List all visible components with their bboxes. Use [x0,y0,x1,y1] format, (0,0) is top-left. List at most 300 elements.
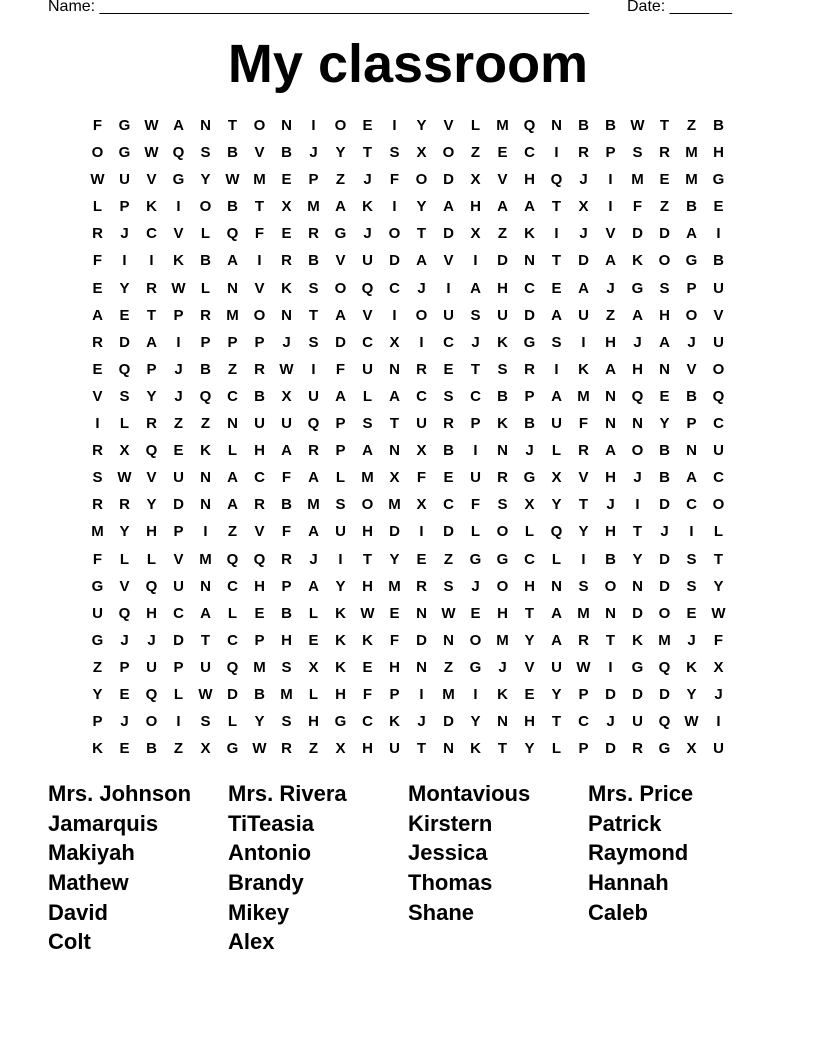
grid-letter: B [524,415,535,433]
grid-letter: H [605,333,616,351]
word-list-item: Montavious [408,781,531,806]
grid-letter: K [632,631,643,649]
grid-letter: Q [550,523,563,541]
grid-letter: Q [172,144,185,162]
grid-letter: L [146,550,157,568]
grid-letter: V [254,279,265,297]
grid-letter: D [443,171,454,189]
grid-letter: Z [659,198,670,216]
word-list-item: Raymond [588,840,689,866]
grid-letter: P [119,658,130,676]
grid-letter: J [660,523,669,541]
grid-letter: E [362,117,373,134]
grid-letter: O [415,306,428,324]
grid-letter: U [200,658,211,676]
grid-letter: J [525,442,534,460]
grid-letter: K [470,740,481,758]
header-line [48,0,748,20]
grid-letter: L [362,387,373,405]
grid-letter: W [117,469,132,487]
grid-letter: U [335,523,346,541]
grid-letter: R [92,442,103,460]
grid-letter: J [417,713,426,731]
grid-letter: Z [308,740,319,758]
grid-letter: R [281,550,292,568]
grid-letter: F [389,171,400,189]
grid-letter: N [524,252,535,270]
grid-letter: C [362,713,373,731]
grid-letter: R [578,144,589,162]
grid-letter: E [389,604,400,622]
grid-letter: X [335,740,346,758]
grid-letter: R [281,252,292,270]
grid-letter: J [174,360,183,378]
grid-letter: O [145,713,158,731]
grid-letter: T [308,306,319,324]
grid-letter: N [389,442,400,460]
grid-letter: Z [227,523,238,541]
word-list-item: Shane [408,899,475,925]
grid-letter: P [173,523,184,541]
grid-letter: D [443,523,454,541]
grid-letter: D [443,713,454,731]
grid-letter: C [227,631,238,649]
grid-letter: M [631,171,644,189]
grid-letter: B [200,360,211,378]
grid-letter: A [173,117,184,134]
grid-letter: V [119,577,130,595]
grid-letter: W [576,658,591,676]
grid-letter: X [713,658,724,676]
grid-letter: O [415,171,428,189]
grid-letter: O [712,360,725,378]
grid-letter: S [200,713,211,731]
grid-letter: P [254,333,265,351]
grid-letter: K [92,740,103,758]
grid-letter: P [92,713,103,731]
grid-letter: Y [146,496,157,514]
word-list [48,779,768,957]
grid-letter: R [578,631,589,649]
grid-letter: W [279,360,294,378]
grid-letter: E [281,171,292,189]
grid-letter: D [632,225,643,243]
grid-letter: Q [226,550,239,568]
grid-letter: I [635,496,640,514]
grid-letter: W [360,604,375,622]
grid-letter: Q [712,387,725,405]
grid-letter: I [311,360,316,378]
grid-letter: A [632,306,643,324]
grid-letter: B [281,144,292,162]
grid-letter: I [392,306,397,324]
grid-letter: L [551,740,562,758]
grid-letter: W [630,117,645,134]
grid-letter: C [254,469,265,487]
grid-letter: G [469,550,482,568]
grid-letter: E [119,306,130,324]
grid-letter: T [416,225,427,243]
grid-letter: T [551,713,562,731]
grid-letter: G [523,333,536,351]
grid-letter: C [686,496,697,514]
grid-letter: M [253,171,266,189]
grid-letter: C [713,469,724,487]
grid-letter: I [95,415,100,433]
grid-letter: H [524,171,535,189]
grid-letter: Q [550,171,563,189]
grid-letter: I [446,279,451,297]
grid-letter: P [470,415,481,433]
grid-letter: V [524,658,535,676]
grid-letter: K [362,198,373,216]
word-list-item: Mikey [228,899,290,925]
grid-letter: R [659,144,670,162]
grid-letter: B [605,550,616,568]
grid-letter: S [308,279,319,297]
grid-letter: M [496,631,509,649]
grid-letter: J [579,225,588,243]
grid-letter: S [443,577,454,595]
grid-letter: E [551,279,562,297]
grid-letter: U [551,658,562,676]
grid-letter: Y [524,740,535,758]
grid-letter: U [362,360,373,378]
grid-letter: U [578,306,589,324]
grid-letter: A [605,442,616,460]
grid-letter: I [554,144,559,162]
grid-letter: J [174,387,183,405]
grid-letter: S [362,415,373,433]
grid-letter: B [578,117,589,134]
grid-letter: E [524,685,535,703]
grid-letter: B [254,685,265,703]
grid-letter: C [389,279,400,297]
grid-letter: X [389,333,400,351]
grid-letter: H [389,658,400,676]
grid-letter: C [362,333,373,351]
grid-letter: F [281,469,292,487]
grid-letter: C [713,415,724,433]
grid-letter: V [686,360,697,378]
grid-letter: N [200,496,211,514]
grid-letter: Y [335,577,346,595]
grid-letter: U [713,740,724,758]
grid-letter: N [605,415,616,433]
grid-letter: N [632,577,643,595]
grid-letter: A [227,252,238,270]
word-list-item: Thomas [408,870,493,896]
grid-letter: B [686,198,697,216]
grid-letter: N [227,415,238,433]
grid-letter: J [471,577,480,595]
grid-letter: N [686,442,697,460]
grid-letter: M [496,117,509,134]
grid-letter: Z [335,171,346,189]
grid-letter: M [307,198,320,216]
grid-letter: R [254,496,265,514]
grid-letter: I [257,252,262,270]
grid-letter: M [577,387,590,405]
word-list-item: Patrick [588,810,662,836]
grid-letter: K [497,333,508,351]
grid-letter: B [443,442,454,460]
grid-letter: V [362,306,373,324]
grid-letter: Q [118,360,131,378]
grid-letter: I [581,550,586,568]
grid-letter: R [92,496,103,514]
grid-letter: A [308,469,319,487]
grid-letter: P [335,415,346,433]
grid-letter: N [497,713,508,731]
grid-letter: B [281,604,292,622]
grid-letter: N [443,740,454,758]
grid-letter: P [200,333,211,351]
grid-letter: D [659,577,670,595]
grid-letter: O [496,523,509,541]
grid-letter: V [443,117,454,134]
grid-letter: U [146,658,157,676]
grid-letter: R [146,279,157,297]
grid-letter: V [443,252,454,270]
grid-letter: H [146,523,157,541]
grid-letter: P [308,171,319,189]
grid-letter: I [608,198,613,216]
grid-letter: H [362,523,373,541]
grid-letter: G [226,740,239,758]
word-list-item: TiTeasia [228,810,315,836]
grid-letter: I [392,198,397,216]
grid-letter: N [200,577,211,595]
grid-letter: H [146,604,157,622]
grid-letter: X [470,225,481,243]
grid-letter: G [712,171,725,189]
grid-letter: T [551,252,562,270]
grid-letter: Y [524,631,535,649]
grid-letter: R [524,360,535,378]
grid-letter: B [227,144,238,162]
grid-letter: M [388,577,401,595]
grid-letter: K [146,198,157,216]
grid-letter: U [173,469,184,487]
grid-letter: E [497,144,508,162]
grid-letter: R [119,496,130,514]
grid-letter: I [473,252,478,270]
grid-letter: I [338,550,343,568]
grid-letter: E [659,171,670,189]
grid-letter: N [389,360,400,378]
grid-letter: Z [173,415,184,433]
grid-letter: J [471,333,480,351]
grid-letter: S [443,387,454,405]
grid-letter: A [416,252,427,270]
grid-letter: I [122,252,127,270]
grid-letter: E [362,658,373,676]
grid-letter: H [254,442,265,460]
grid-letter: I [581,333,586,351]
grid-letter: D [659,496,670,514]
grid-letter: M [388,496,401,514]
grid-letter: A [362,442,373,460]
grid-letter: T [578,496,589,514]
grid-letter: R [497,469,508,487]
grid-letter: K [632,252,643,270]
grid-letter: P [146,360,157,378]
grid-letter: B [200,252,211,270]
grid-letter: B [659,469,670,487]
grid-letter: S [389,144,400,162]
grid-letter: X [200,740,211,758]
grid-letter: I [176,713,181,731]
grid-letter: T [659,117,670,134]
grid-letter: Y [254,713,265,731]
grid-letter: O [604,577,617,595]
grid-letter: C [443,333,454,351]
grid-letter: K [281,279,292,297]
grid-letter: F [281,523,292,541]
grid-letter: W [441,604,456,622]
grid-letter: A [497,198,508,216]
grid-letter: F [416,469,427,487]
grid-letter: O [496,577,509,595]
word-list-item: Mrs. Rivera [228,781,347,806]
grid-letter: R [92,225,103,243]
grid-letter: D [389,252,400,270]
grid-letter: A [551,631,562,649]
grid-letter: P [524,387,535,405]
grid-letter: J [687,333,696,351]
grid-letter: S [686,577,697,595]
grid-letter: B [227,198,238,216]
grid-letter: X [308,658,319,676]
grid-letter: I [554,225,559,243]
grid-letter: T [605,631,616,649]
grid-letter: A [524,198,535,216]
grid-letter: J [120,631,129,649]
grid-letter: A [443,198,454,216]
grid-letter: G [469,658,482,676]
grid-letter: U [713,279,724,297]
grid-letter: Y [416,198,427,216]
grid-letter: N [227,279,238,297]
grid-letter: D [227,685,238,703]
grid-letter: D [659,550,670,568]
grid-letter: K [578,360,589,378]
grid-letter: O [253,306,266,324]
grid-letter: F [92,252,103,270]
grid-letter: K [335,631,346,649]
grid-letter: J [633,333,642,351]
grid-letter: L [119,550,130,568]
grid-letter: N [659,360,670,378]
grid-letter: C [173,604,184,622]
grid-letter: D [173,631,184,649]
grid-letter: N [281,117,292,134]
grid-letter: E [443,360,454,378]
grid-letter: D [578,252,589,270]
grid-letter: S [470,306,481,324]
grid-letter: U [254,415,265,433]
grid-letter: R [92,333,103,351]
grid-letter: H [497,279,508,297]
grid-letter: V [578,469,589,487]
grid-letter: H [281,631,292,649]
grid-letter: L [470,523,481,541]
grid-letter: A [578,279,589,297]
grid-letter: S [578,577,589,595]
grid-letter: T [470,360,481,378]
grid-letter: I [554,360,559,378]
grid-letter: V [146,469,157,487]
grid-letter: A [659,333,670,351]
grid-letter: D [173,496,184,514]
grid-letter: J [606,496,615,514]
grid-letter: P [335,442,346,460]
name-field: Name: _______________________________________________________ [48,0,589,15]
grid-letter: W [198,685,213,703]
grid-letter: U [281,415,292,433]
grid-letter: A [551,387,562,405]
grid-letter: G [523,469,536,487]
grid-letter: I [473,685,478,703]
grid-letter: P [605,144,616,162]
grid-letter: O [712,496,725,514]
grid-letter: X [281,387,292,405]
grid-letter: F [632,198,643,216]
grid-letter: M [442,685,455,703]
grid-letter: X [470,171,481,189]
grid-letter: G [496,550,509,568]
grid-letter: X [551,469,562,487]
grid-letter: C [470,387,481,405]
grid-letter: H [659,306,670,324]
grid-letter: B [146,740,157,758]
grid-letter: G [172,171,185,189]
grid-letter: E [416,550,427,568]
grid-letter: H [632,360,643,378]
grid-letter: V [497,171,508,189]
grid-letter: S [281,713,292,731]
grid-letter: E [254,604,265,622]
grid-letter: S [200,144,211,162]
grid-letter: M [226,306,239,324]
grid-letter: C [578,713,589,731]
grid-letter: H [605,469,616,487]
grid-letter: D [416,631,427,649]
grid-letter: W [144,144,159,162]
grid-letter: A [308,523,319,541]
grid-letter: C [524,279,535,297]
letter-grid [84,112,732,762]
grid-letter: I [419,523,424,541]
grid-letter: O [442,144,455,162]
grid-letter: X [524,496,535,514]
grid-letter: N [605,604,616,622]
grid-letter: M [91,523,104,541]
grid-letter: G [334,225,347,243]
grid-letter: E [173,442,184,460]
grid-letter: G [91,631,104,649]
grid-letter: H [335,685,346,703]
grid-letter: Q [145,442,158,460]
grid-letter: M [685,144,698,162]
grid-letter: W [252,740,267,758]
grid-letter: G [118,117,131,134]
grid-letter: O [631,442,644,460]
grid-letter: Z [200,415,211,433]
grid-letter: G [334,713,347,731]
grid-letter: V [605,225,616,243]
